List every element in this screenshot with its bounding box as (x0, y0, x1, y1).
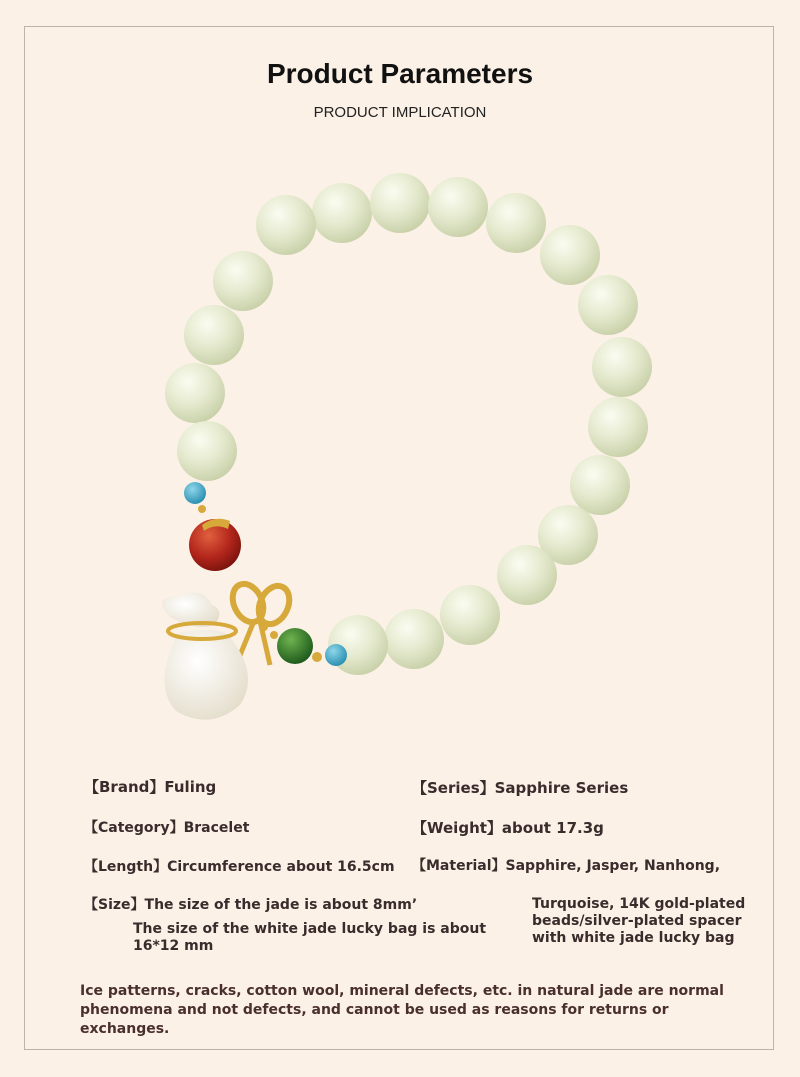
spec-size-continued: The size of the white jade lucky bag is about 16*12 mm (133, 921, 487, 954)
spec-length: 【Length】Circumference about 16.5cm (84, 859, 395, 875)
gold-spacer-icon (270, 631, 278, 639)
gold-spacer-icon (312, 652, 322, 662)
green-jasper-bead-icon (277, 628, 313, 664)
disclaimer-note: Ice patterns, cracks, cotton wool, mineral defects, etc. in natural jade are normal phenomena and not defects, and cannot be used as reasons for returns or exchanges. (80, 983, 724, 1037)
spec-brand: 【Brand】Fuling (84, 778, 217, 796)
spec-weight: 【Weight】about 17.3g (412, 819, 604, 837)
spec-series: 【Series】Sapphire Series (412, 779, 629, 797)
gold-spacer-icon (198, 505, 206, 513)
red-agate-bead-icon (189, 519, 241, 571)
bracelet-image (150, 165, 690, 735)
page-title: Product Parameters (266, 58, 534, 89)
turquoise-bead-icon (184, 482, 206, 504)
spec-size: 【Size】The size of the jade is about 8mm’ (84, 897, 418, 913)
turquoise-bead-icon (325, 644, 347, 666)
page-subtitle: PRODUCT IMPLICATION (313, 104, 487, 121)
spec-category: 【Category】Bracelet (84, 820, 250, 836)
jade-bead-icon (165, 173, 652, 675)
spec-material-continued: Turquoise, 14K gold-plated beads/silver-plated spacer with white jade lucky bag (532, 896, 746, 946)
spec-material: 【Material】Sapphire, Jasper, Nanhong, (412, 858, 721, 874)
